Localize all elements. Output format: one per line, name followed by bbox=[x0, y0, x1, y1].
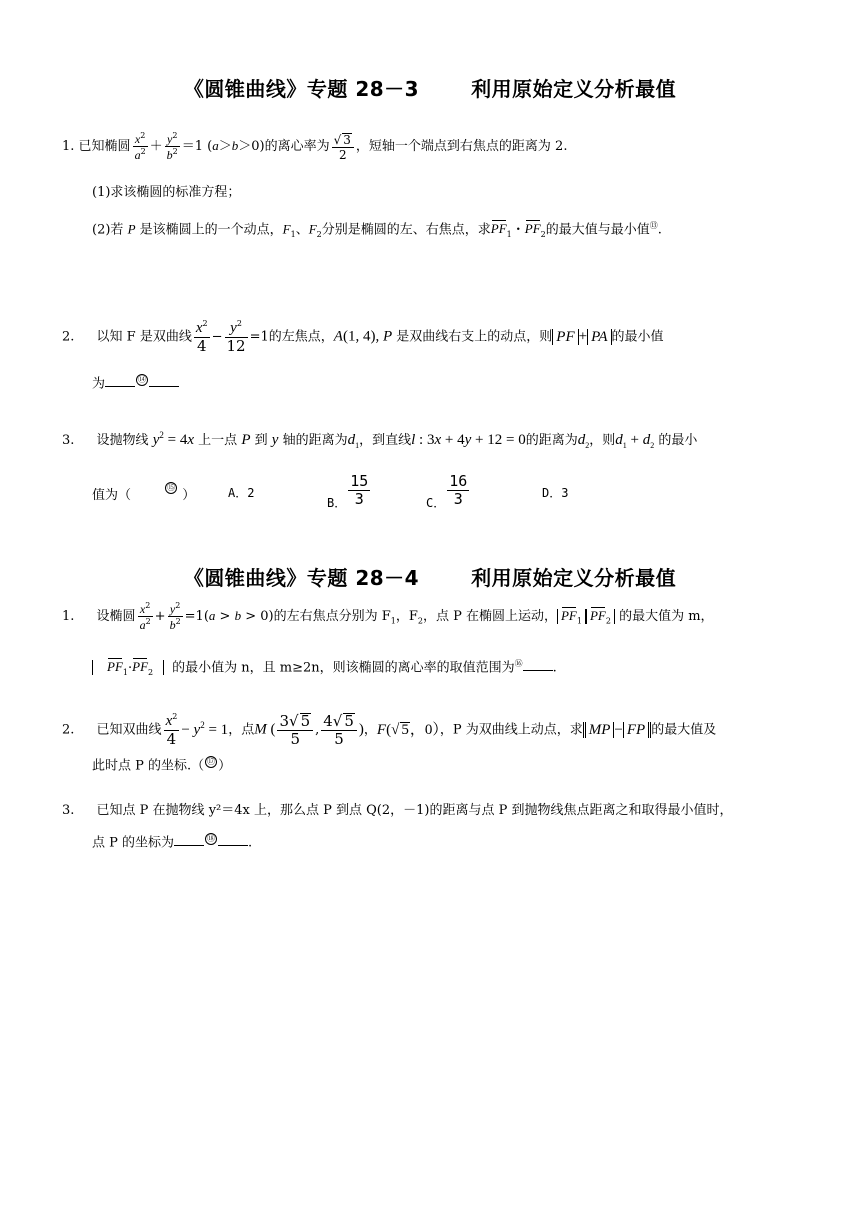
option-b: B． $\frac{15}{3}$ bbox=[327, 472, 369, 510]
problem-28-3-1: 1. 已知椭圆 $\frac{x^2}{a^2}$ ＋ $\frac{y^2}{b^2}$ ＝1 (a＞b＞0)的离心率为 $\frac{√ 3}{2}$ ，短轴一个端点到右焦点的距离为 2. bbox=[62, 131, 568, 162]
problem-28-4-2: 2. 已知双曲线 $\frac{x^2}{4}$ − $y^2 = 1$，点M ( $\frac{3√ 5}{5}$ , $\frac{4√ 5}{5}$ )，F(√ 5，0），P 为双曲线上动点，求 MP − FP 的最大值及 bbox=[62, 712, 717, 748]
fraction: $\frac{4√ 5}{5}$ bbox=[321, 713, 357, 747]
fraction: $\frac{x^2}{4}$ bbox=[195, 319, 208, 355]
problem-28-4-2-line2: 此时点 P 的坐标.（ ⑰ ） bbox=[92, 757, 232, 774]
problem-28-3-3: 3. 设抛物线 $y^2 = 4x$ 上一点 P 到 y 轴的距离为$d_1$，到直线l : 3x + 4y + 12 = 0的距离为$d_2$，则$d_1 + d_2$ 的最小 bbox=[62, 430, 698, 450]
footnote-marker: ⑭ bbox=[138, 375, 147, 384]
problem-28-3-1-part1: (1)求该椭圆的标准方程； bbox=[92, 185, 241, 200]
option-c: C． $\frac{16}{3}$ bbox=[426, 472, 468, 510]
footnote-marker: ⑰ bbox=[207, 757, 216, 766]
fraction: $\frac{16}{3}$ bbox=[449, 472, 468, 508]
fraction: $\frac{√ 3}{2}$ bbox=[332, 133, 354, 161]
fraction: $\frac{15}{3}$ bbox=[350, 472, 369, 508]
fraction: $\frac{x^2}{a^2}$ bbox=[134, 131, 146, 162]
fraction: $\frac{y^2}{b^2}$ bbox=[169, 601, 181, 632]
problem-28-4-1-line2: $PF_1\cdot PF_2$ 的最小值为 n，且 m≥2n，则该椭圆的离心率的取值范围为⑯ . bbox=[92, 660, 557, 677]
section-title-28-3: 《圆锥曲线》专题 28－3 利用原始定义分析最值 bbox=[183, 77, 677, 101]
section-title-28-4: 《圆锥曲线》专题 28－4 利用原始定义分析最值 bbox=[183, 566, 677, 590]
footnote-marker: ⑮ bbox=[167, 483, 176, 492]
fraction: $\frac{y^2}{b^2}$ bbox=[166, 131, 178, 162]
fraction: $\frac{x^2}{4}$ bbox=[165, 712, 178, 748]
fraction: $\frac{y^2}{12}$ bbox=[226, 319, 246, 355]
problem-28-3-1-part2: (2)若 P 是该椭圆上的一个动点，$F_1$、$F_2$分别是椭圆的左、右焦点，求$PF_1$・$PF_2$的最大值与最小值⑬. bbox=[92, 221, 662, 239]
problem-28-4-1: 1. 设椭圆 $\frac{x^2}{a^2}$ + $\frac{y^2}{b^2}$ =1(a > b > 0)的左右焦点分别为 $F_1$，$F_2$，点 P 在椭圆上运动， $PF_1$ $PF_2$ 的最大值为 m， bbox=[62, 601, 714, 632]
problem-28-3-2: 2. 以知 F 是双曲线 $\frac{x^2}{4}$ − $\frac{y^2}{12}$ =1的左焦点，A(1, 4), P 是双曲线右支上的动点，则 PF + PA 的最小值 bbox=[62, 319, 664, 355]
problem-28-4-3: 3. 已知点 P 在抛物线 y²＝4x 上，那么点 P 到点 Q(2，－1)的距离与点 P 到抛物线焦点距离之和取得最小值时， bbox=[62, 803, 733, 818]
problem-28-4-3-line2: 点 P 的坐标为 ⑱ . bbox=[92, 834, 253, 851]
fraction: $\frac{3√ 5}{5}$ bbox=[277, 713, 313, 747]
option-a: A．2 bbox=[228, 486, 255, 500]
problem-28-3-2-line2: 为 ⑭ bbox=[92, 374, 179, 390]
problem-28-3-3-options: 值为（ ⑮ ） bbox=[92, 483, 196, 504]
fraction: $\frac{x^2}{a^2}$ bbox=[139, 601, 151, 632]
footnote-marker: ⑱ bbox=[207, 834, 216, 843]
footnote-marker: ⑯ bbox=[514, 659, 523, 668]
option-d: D．3 bbox=[542, 486, 569, 500]
footnote-marker: ⑬ bbox=[649, 221, 658, 230]
